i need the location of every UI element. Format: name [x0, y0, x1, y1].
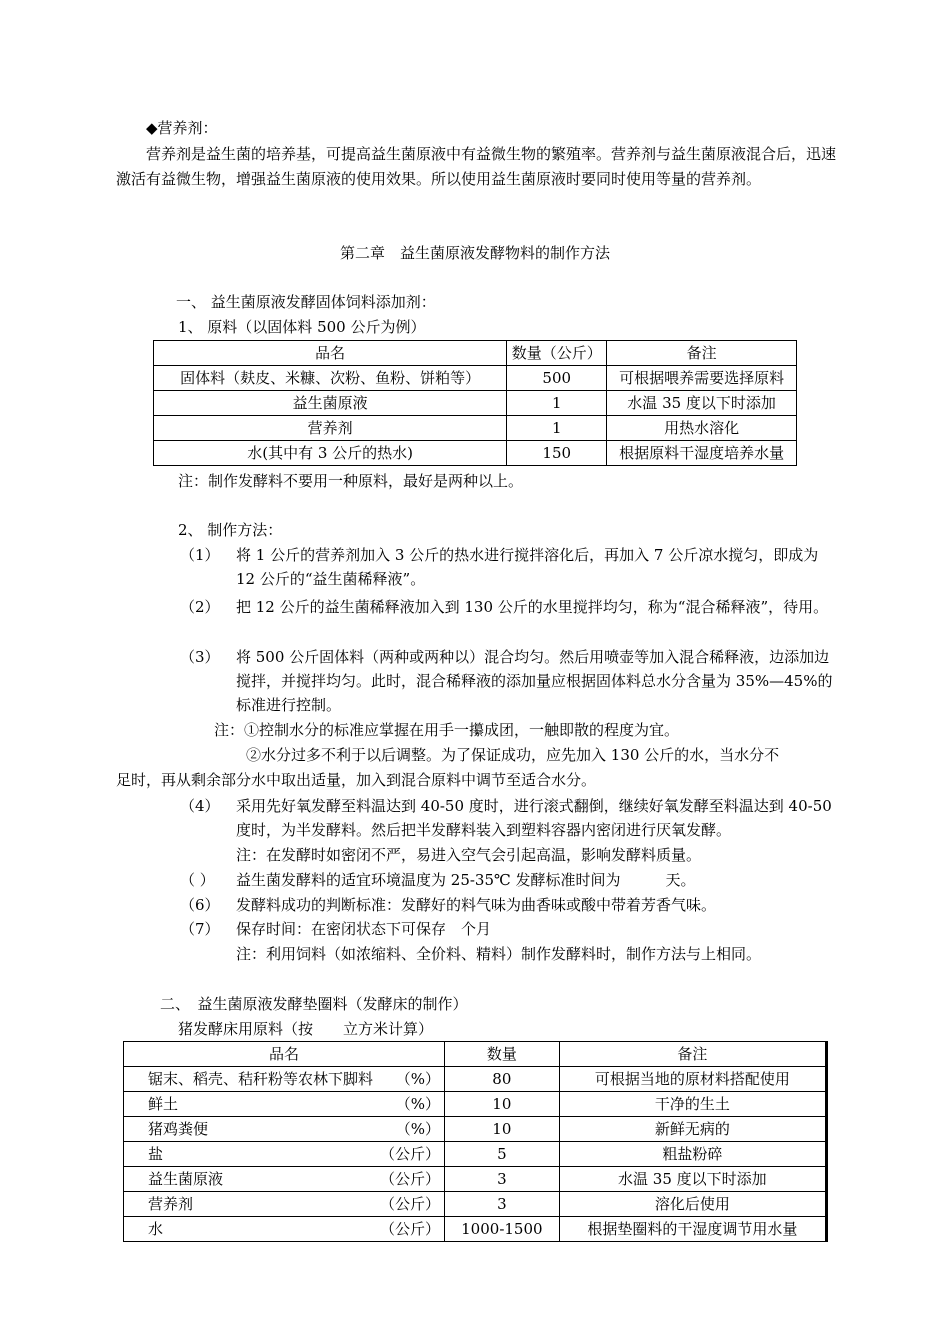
table-row	[154, 366, 797, 391]
section1-note: 注：制作发酵料不要用一种原料，最好是两种以上。	[178, 472, 524, 490]
step-text: 保存时间：在密闭状态下可保存 个月	[236, 920, 492, 938]
table-cell: 用热水溶化	[607, 416, 797, 441]
table-cell: 溶化后使用	[559, 1192, 826, 1217]
table-cell: 干净的生土	[559, 1092, 826, 1117]
table-cell: 10	[445, 1092, 560, 1117]
table-cell: 1	[507, 391, 607, 416]
table-header-row	[154, 341, 797, 366]
item-name: 鲜土	[148, 1095, 179, 1113]
table-row	[124, 1167, 827, 1192]
table-row	[124, 1142, 827, 1167]
table-cell: 根据垫圈料的干湿度调节用水量	[559, 1217, 826, 1242]
step-number: （4）	[180, 797, 220, 815]
table-cell: 可根据喂养需要选择原料	[607, 366, 797, 391]
table-row	[154, 441, 797, 466]
unit-label: （公斤）	[380, 1195, 441, 1213]
control-note-1: 注：①控制水分的标准应掌握在用手一攥成团，一触即散的程度为宜。	[214, 721, 680, 739]
table-row	[124, 1067, 827, 1092]
step-number: （2）	[180, 598, 220, 616]
table-cell: 1	[507, 416, 607, 441]
chapter-title: 第二章 益生菌原液发酵物料的制作方法	[340, 244, 611, 262]
step-text: 把 12 公斤的益生菌稀释液加入到 130 公斤的水里搅拌均匀，称为“混合稀释液”，待用。	[236, 598, 829, 616]
table-cell	[124, 1142, 445, 1167]
table-cell: 新鲜无病的	[559, 1117, 826, 1142]
table-cell: 150	[507, 441, 607, 466]
nutrient-paragraph: 营养剂是益生菌的培养基，可提高益生菌原液中有益微生物的繁殖率。营养剂与益生菌原液混合后，迅速激活有益微生物，增强益生菌原液的使用效果。所以使用益生菌原液时要同时使用等量的营养剂。	[116, 145, 837, 188]
bedding-table	[123, 1041, 828, 1242]
table-cell	[124, 1092, 445, 1117]
table-row	[154, 416, 797, 441]
step-number: （3）	[180, 648, 220, 666]
step-number: （1）	[180, 546, 220, 564]
section2-title: 二、 益生菌原液发酵垫圈料（发酵床的制作）	[160, 995, 468, 1013]
table-cell: 固体料（麸皮、米糠、次粉、鱼粉、饼粕等）	[154, 366, 507, 391]
step-number: （ ）	[180, 871, 215, 889]
table-cell: 500	[507, 366, 607, 391]
table-row	[124, 1192, 827, 1217]
unit-label: （%）	[395, 1120, 441, 1138]
unit-label: （公斤）	[380, 1220, 441, 1238]
method-title: 2、 制作方法：	[178, 521, 283, 539]
table-cell: 可根据当地的原材料搭配使用	[559, 1067, 826, 1092]
table-row	[124, 1117, 827, 1142]
table-cell: 80	[445, 1067, 560, 1092]
item-name: 猪鸡粪便	[148, 1120, 209, 1138]
control-note-2: ②水分过多不利于以后调整。为了保证成功，应先加入 130 公斤的水，当水分不	[246, 746, 780, 764]
table-header: 备注	[607, 341, 797, 366]
table-row	[124, 1092, 827, 1117]
table-row	[124, 1217, 827, 1242]
table-cell: 益生菌原液	[154, 391, 507, 416]
item-name: 营养剂	[148, 1195, 194, 1213]
table-row	[154, 391, 797, 416]
table-header: 品名	[154, 341, 507, 366]
control-note-3: 足时，再从剩余部分水中取出适量，加入到混合原料中调节至适合水分。	[116, 771, 597, 789]
table-cell: 营养剂	[154, 416, 507, 441]
table-cell: 水温 35 度以下时添加	[607, 391, 797, 416]
table-header-row	[124, 1042, 827, 1067]
table-cell: 10	[445, 1117, 560, 1142]
item-name: 益生菌原液	[148, 1170, 224, 1188]
step-text: 采用先好氧发酵至料温达到 40-50 度时，进行滚式翻倒，继续好氧发酵至料温达到 40-50 度时，为半发酵料。然后把半发酵料装入到塑料容器内密闭进行厌氧发酵。	[236, 797, 832, 839]
item-name: 盐	[148, 1145, 164, 1163]
table-cell: 水温 35 度以下时添加	[559, 1167, 826, 1192]
step-text: 益生菌发酵料的适宜环境温度为 25-35℃ 发酵标准时间为 天。	[236, 871, 696, 889]
step-text: 发酵料成功的判断标准：发酵好的料气味为曲香味或酸中带着芳香气味。	[236, 896, 717, 914]
table-cell	[124, 1167, 445, 1192]
section1-subtitle: 1、 原料（以固体料 500 公斤为例）	[178, 318, 426, 336]
table-header: 品名	[124, 1042, 445, 1067]
nutrient-heading: ◆营养剂：	[146, 119, 218, 137]
table-cell	[124, 1217, 445, 1242]
item-name: 锯末、稻壳、秸秆粉等农林下脚料	[148, 1070, 374, 1088]
feed-note: 注：利用饲料（如浓缩料、全价料、精料）制作发酵料时，制作方法与上相同。	[236, 945, 762, 963]
section1-title: 一、 益生菌原液发酵固体饲料添加剂：	[176, 293, 436, 311]
item-name: 水	[148, 1220, 164, 1238]
unit-label: （%）	[395, 1070, 441, 1088]
table-cell: 3	[445, 1167, 560, 1192]
step-text: 将 500 公斤固体料（两种或两种以）混合均匀。然后用喷壶等加入混合稀释液，边添加边搅拌，并搅拌均匀。此时，混合稀释液的添加量应根据固体料总水分含量为 35%—45%的标准进行控制。	[236, 648, 833, 714]
table-cell: 5	[445, 1142, 560, 1167]
table-cell	[124, 1117, 445, 1142]
step-text: 将 1 公斤的营养剂加入 3 公斤的热水进行搅拌溶化后，再加入 7 公斤凉水搅匀，即成为 12 公斤的“益生菌稀释液”。	[236, 546, 819, 588]
sealing-note: 注：在发酵时如密闭不严，易进入空气会引起高温，影响发酵料质量。	[236, 846, 702, 864]
table-cell	[124, 1067, 445, 1092]
feed-table	[153, 340, 797, 466]
table-cell: 1000-1500	[445, 1217, 560, 1242]
unit-label: （%）	[395, 1095, 441, 1113]
section2-subtitle: 猪发酵床用原料（按 立方米计算）	[178, 1020, 434, 1038]
step-number: （7）	[180, 920, 220, 938]
table-cell	[124, 1192, 445, 1217]
step-number: （6）	[180, 896, 220, 914]
unit-label: （公斤）	[380, 1145, 441, 1163]
table-cell: 3	[445, 1192, 560, 1217]
table-header: 备注	[559, 1042, 826, 1067]
table-cell: 粗盐粉碎	[559, 1142, 826, 1167]
table-header: 数量	[445, 1042, 560, 1067]
table-cell: 水(其中有 3 公斤的热水)	[154, 441, 507, 466]
table-header: 数量（公斤）	[507, 341, 607, 366]
table-cell: 根据原料干湿度培养水量	[607, 441, 797, 466]
unit-label: （公斤）	[380, 1170, 441, 1188]
